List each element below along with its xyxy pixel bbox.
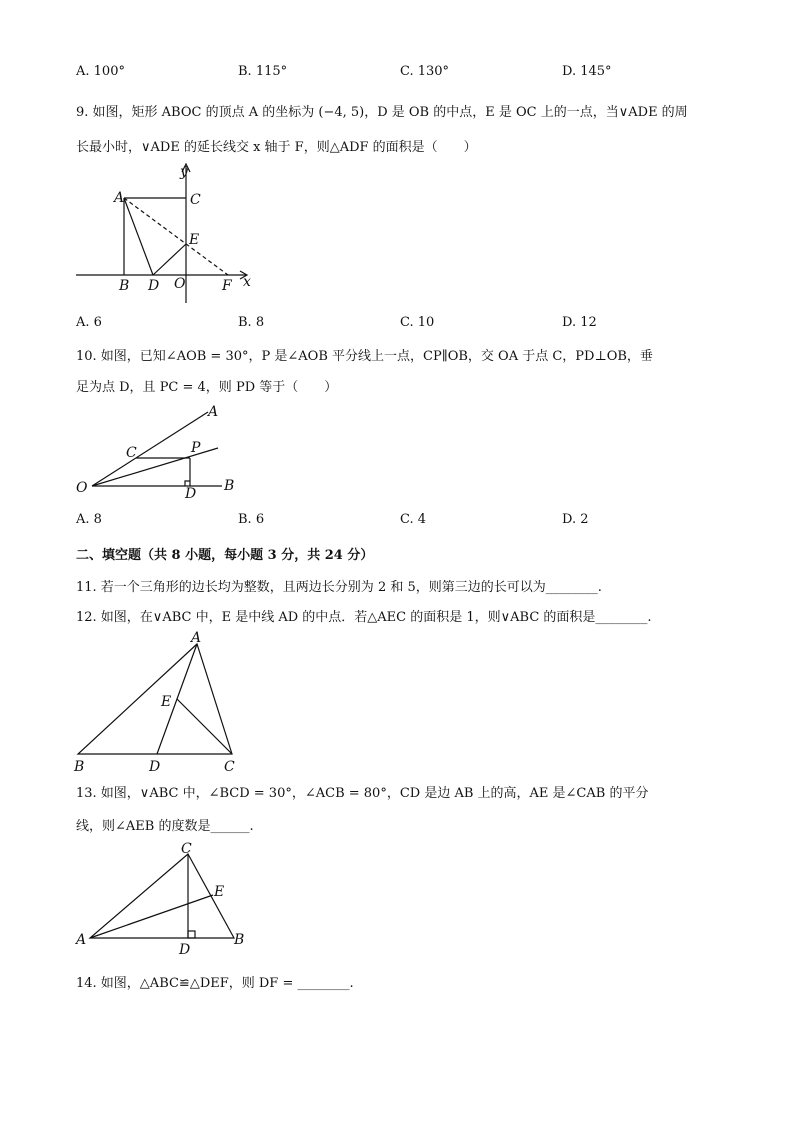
q9-figure [70,160,260,295]
q13-figure [72,838,252,963]
q9-text-line2: 长最小时，∨ADE 的延长线交 x 轴于 F，则△ADF 的面积是（ ） [76,140,477,155]
q14-text: 14. 如图，△ABC≌△DEF，则 DF = ________. [76,976,354,991]
q12-label-a: A [191,630,202,646]
q13-label-a: A [76,932,87,948]
q12-label-c: C [224,759,235,775]
q13-label-b: B [234,932,245,948]
q8-option-b: B. 115° [238,64,288,79]
q9-label-c: C [190,192,201,208]
q9-label-f: F [222,278,232,294]
q9-option-b: B. 8 [238,315,265,330]
q9-label-d: D [148,278,160,294]
q9-label-e: E [189,232,200,248]
q8-option-a: A. 100° [76,64,125,79]
q12-label-d: D [149,759,161,775]
q8-option-c: C. 130° [400,64,450,79]
q9-option-c: C. 10 [400,315,435,330]
q13-triangle-abc [90,854,234,938]
q9-label-b: B [119,278,130,294]
q12-label-e: E [161,694,172,710]
q9-label-y: y [180,164,188,180]
q12-label-b: B [74,759,85,775]
q10-label-p: P [191,440,201,456]
q10-label-c: C [126,445,137,461]
q8-option-d: D. 145° [562,64,612,79]
q10-label-a: A [208,404,219,420]
q10-option-c: C. 4 [400,512,427,527]
q13-label-d: D [179,942,191,958]
q12-triangle-abc [78,644,232,754]
q10-label-o: O [76,480,88,496]
q13-label-e: E [214,884,225,900]
q13-text-line1: 13. 如图，∨ABC 中，∠BCD = 30°，∠ACB = 80°，CD 是边 AB 上的高，AE 是∠CAB 的平分 [76,786,649,801]
q13-right-angle-mark [188,931,195,938]
section2-heading: 二、填空题（共 8 小题，每小题 3 分，共 24 分） [76,548,374,563]
q9-label-a: A [114,190,125,206]
q12-text-line1: 12. 如图，在∨ABC 中，E 是中线 AD 的中点．若△AEC 的面积是 1，则∨ABC 的面积是________. [76,610,652,625]
q9-option-d: D. 12 [562,315,597,330]
q11-text: 11. 若一个三角形的边长均为整数，且两边长分别为 2 和 5，则第三边的长可以为________. [76,580,602,595]
q10-option-d: D. 2 [562,512,589,527]
q9-option-a: A. 6 [76,315,102,330]
q10-text-line1: 10. 如图，已知∠AOB = 30°，P 是∠AOB 平分线上一点，CP∥OB，交 OA 于点 C，PD⊥OB，垂 [76,349,653,364]
q9-segment-de [153,244,186,275]
q13-text-line2: 线，则∠AEB 的度数是______. [76,819,254,834]
q10-figure [76,400,246,500]
q9-segment-ad [124,198,153,275]
q9-label-o: O [174,276,186,292]
q9-text-line1: 9. 如图，矩形 ABOC 的顶点 A 的坐标为 (−4, 5)，D 是 OB 的中点，E 是 OC 上的一点，当∨ADE 的周 [76,105,688,120]
q10-text-line2: 足为点 D，且 PC = 4，则 PD 等于（ ） [76,380,338,395]
q9-dashed-line-af [124,198,228,275]
q10-option-a: A. 8 [76,512,102,527]
q12-figure [70,628,250,778]
q13-label-c: C [181,841,192,857]
q9-label-x: x [243,274,251,290]
q10-label-d: D [185,486,197,502]
q10-label-b: B [224,478,235,494]
q10-option-b: B. 6 [238,512,265,527]
